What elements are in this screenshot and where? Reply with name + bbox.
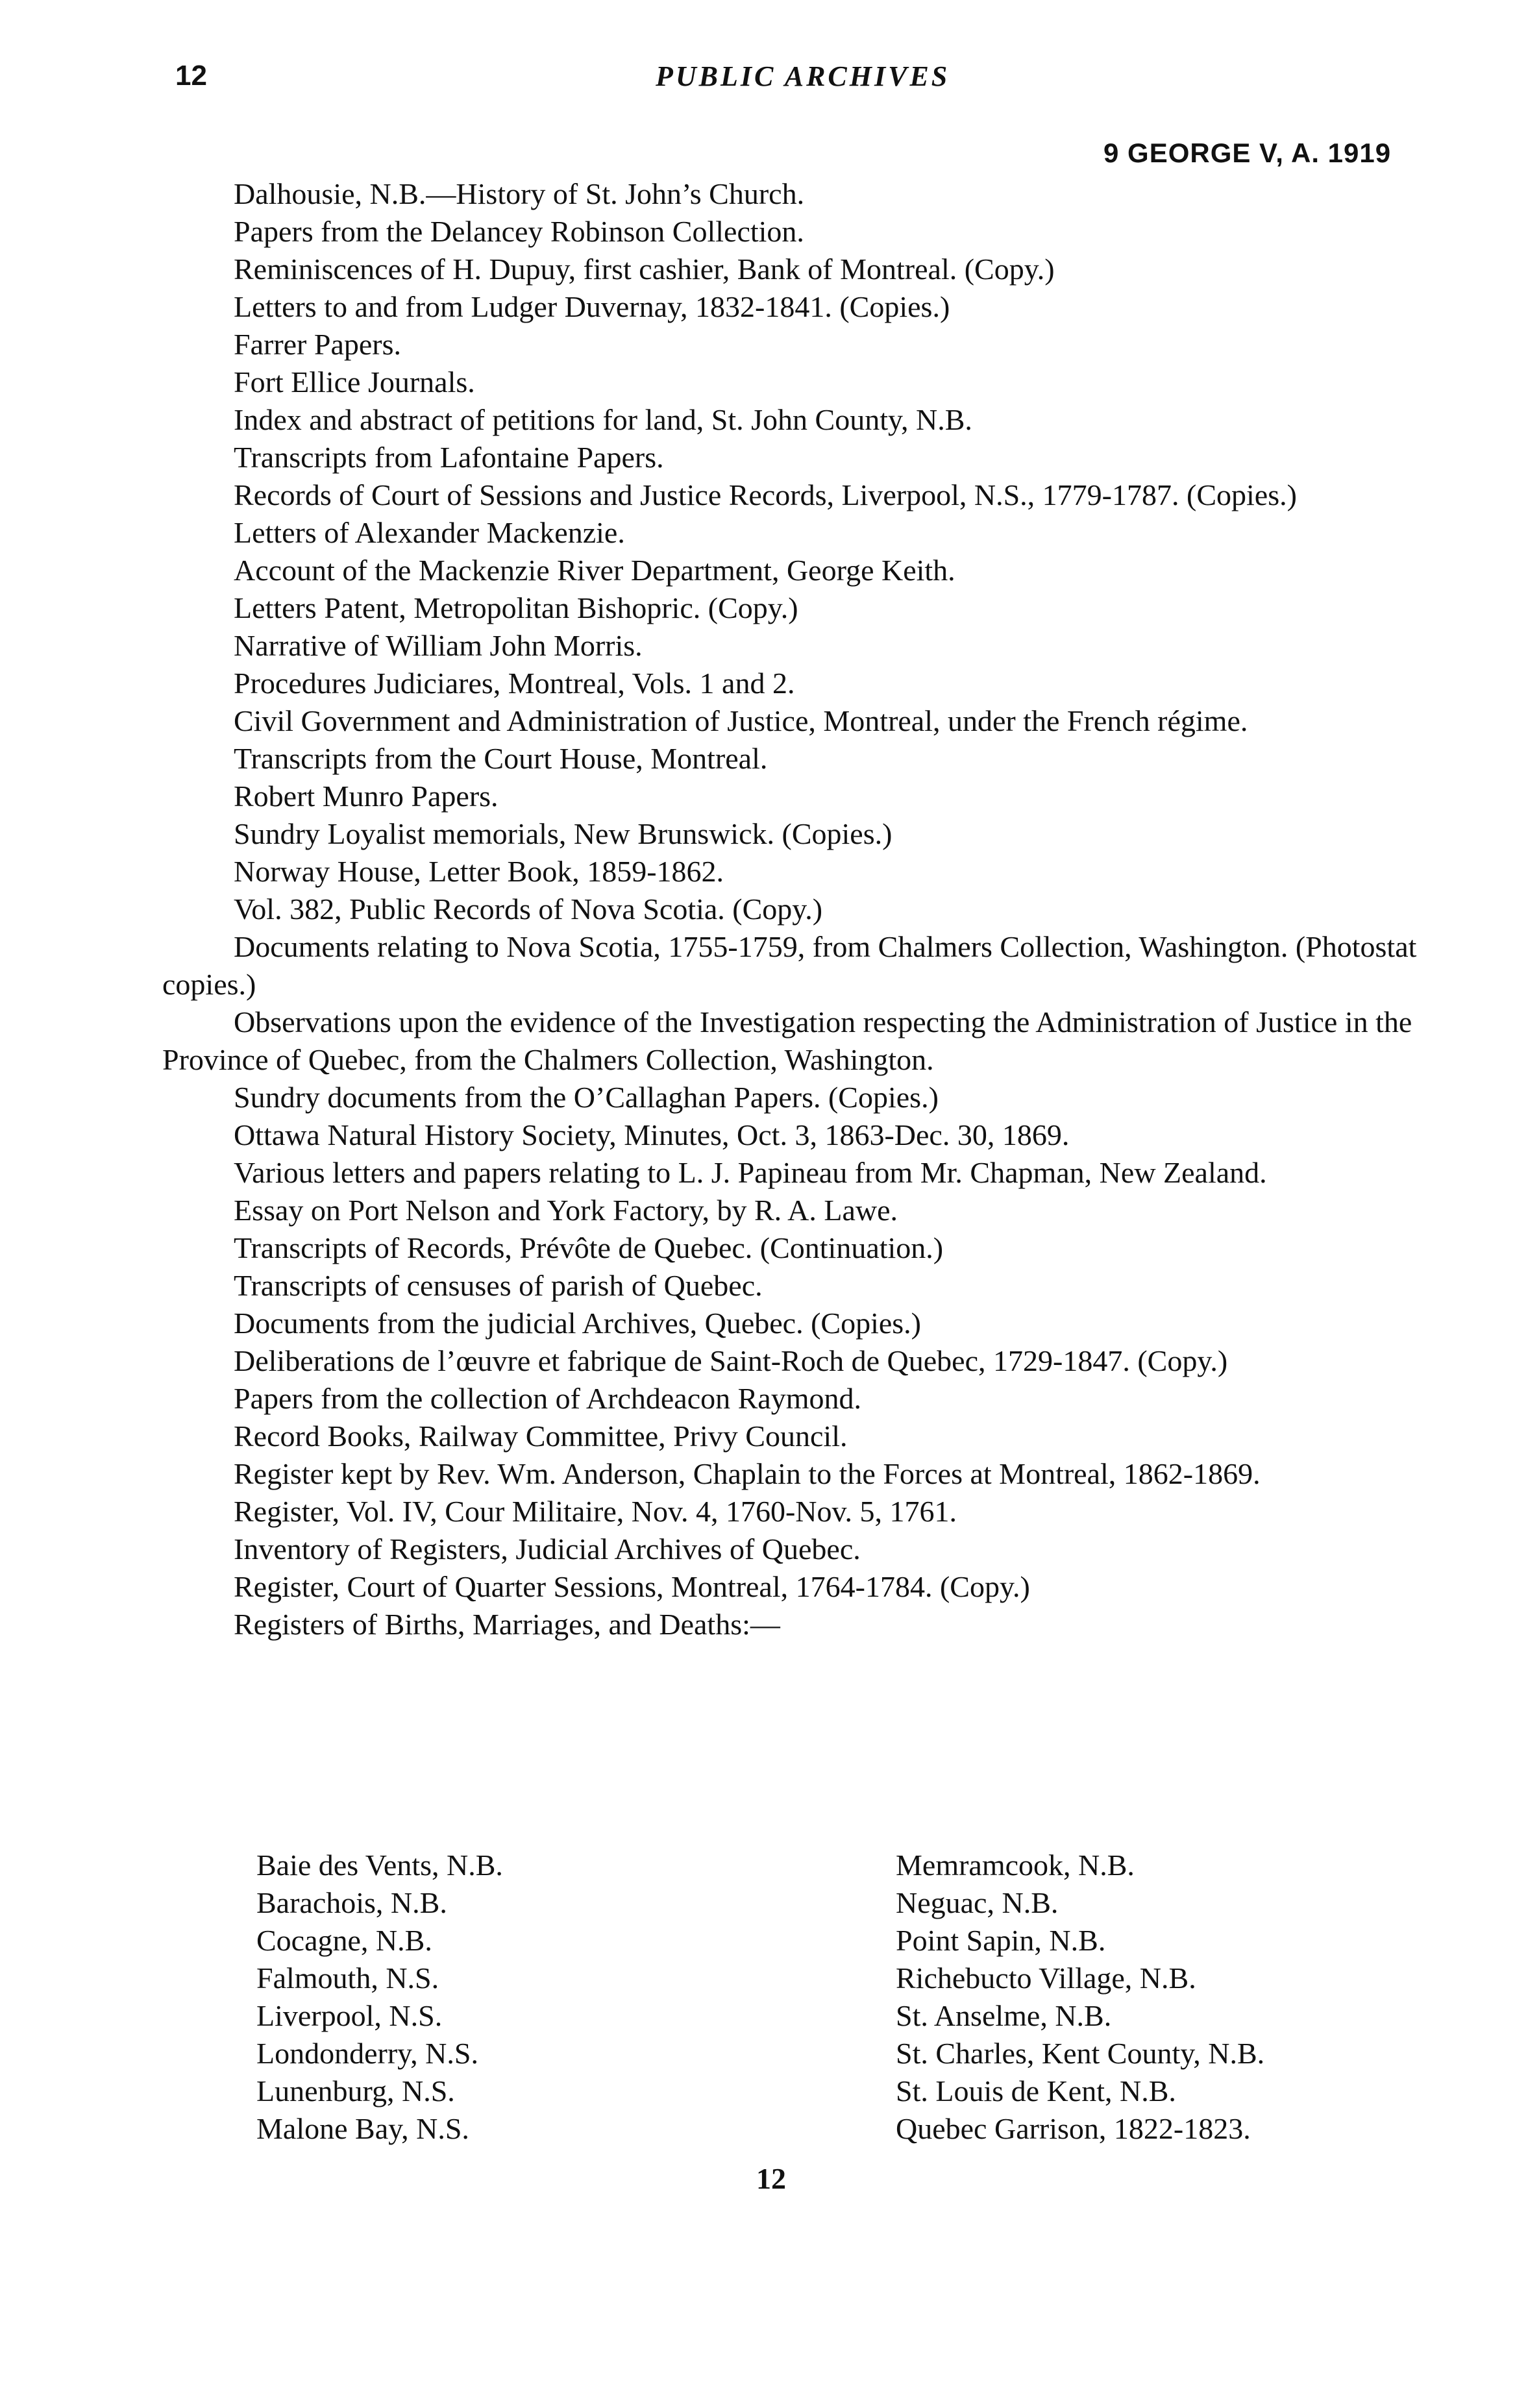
accession-entry: Narrative of William John Morris. [234,629,643,662]
accession-entry: Procedures Judiciares, Montreal, Vols. 1 and 2. [234,667,795,700]
accession-entry: Papers from the Delancey Robinson Collection. [234,215,804,248]
accession-entry: Observations upon the evidence of the Investigation respecting the Administration of Justice in the Province of Quebec, from the Chalmers Collection, Washington. [162,1005,1412,1076]
register-place: Londonderry, N.S. [256,2037,478,2070]
accession-entry: Records of Court of Sessions and Justice Records, Liverpool, N.S., 1779-1787. (Copies.) [234,478,1297,511]
accession-entry: Letters of Alexander Mackenzie. [234,516,625,549]
accession-entry: Transcripts of censuses of parish of Quebec. [234,1269,763,1302]
register-place: Neguac, N.B. [896,1886,1059,1919]
register-place: Liverpool, N.S. [256,1999,443,2032]
register-place: Memramcook, N.B. [896,1849,1135,1882]
accession-entry: Transcripts from the Court House, Montreal. [234,742,768,775]
accession-entry: Transcripts of Records, Prévôte de Quebec. (Continuation.) [234,1231,944,1264]
accession-entry: Norway House, Letter Book, 1859-1862. [234,855,724,888]
running-title: PUBLIC ARCHIVES [656,60,950,92]
accession-entry: Dalhousie, N.B.—History of St. John’s Church. [234,177,805,210]
page-number-top: 12 [175,60,207,92]
registers-list [256,1847,1425,2148]
accession-entry: Letters Patent, Metropolitan Bishopric. (Copy.) [234,591,798,624]
register-place: St. Louis de Kent, N.B. [896,2074,1176,2107]
accession-entry: Transcripts from Lafontaine Papers. [234,441,664,474]
accession-entry: Papers from the collection of Archdeacon Raymond. [234,1382,861,1415]
accession-entry: Vol. 382, Public Records of Nova Scotia. (Copy.) [234,892,823,926]
accession-entry: Index and abstract of petitions for land, St. John County, N.B. [234,403,972,436]
page-number-bottom: 12 [756,2162,786,2195]
accession-entry: Reminiscences of H. Dupuy, first cashier, Bank of Montreal. (Copy.) [234,252,1055,286]
accession-entry: Sundry documents from the O’Callaghan Papers. (Copies.) [234,1081,939,1114]
register-place: Barachois, N.B. [256,1886,447,1919]
register-place: Malone Bay, N.S. [256,2112,469,2145]
accession-entry: Register, Vol. IV, Cour Militaire, Nov. 4, 1760-Nov. 5, 1761. [234,1495,957,1528]
accession-entry: Registers of Births, Marriages, and Deaths:— [234,1608,780,1641]
register-place: Baie des Vents, N.B. [256,1849,503,1882]
register-place: St. Charles, Kent County, N.B. [896,2037,1265,2070]
register-place: Point Sapin, N.B. [896,1924,1106,1957]
register-place: St. Anselme, N.B. [896,1999,1112,2032]
register-place: Cocagne, N.B. [256,1924,432,1957]
accession-entry: Register kept by Rev. Wm. Anderson, Chaplain to the Forces at Montreal, 1862-1869. [234,1457,1261,1490]
accession-entry: Record Books, Railway Committee, Privy Council. [234,1419,848,1453]
register-place: Lunenburg, N.S. [256,2074,455,2107]
accession-entry: Robert Munro Papers. [234,780,499,813]
accessions-list [162,175,1454,1643]
accession-entry: Essay on Port Nelson and York Factory, by R. A. Lawe. [234,1194,898,1227]
accession-entry: Civil Government and Administration of Justice, Montreal, under the French régime. [234,704,1248,737]
accession-entry: Ottawa Natural History Society, Minutes, Oct. 3, 1863-Dec. 30, 1869. [234,1118,1070,1151]
register-place: Quebec Garrison, 1822-1823. [896,2112,1251,2145]
accession-entry: Documents from the judicial Archives, Quebec. (Copies.) [234,1307,921,1340]
accession-entry: Deliberations de l’œuvre et fabrique de Saint-Roch de Quebec, 1729-1847. (Copy.) [234,1344,1228,1377]
accession-entry: Register, Court of Quarter Sessions, Montreal, 1764-1784. (Copy.) [234,1570,1030,1603]
registers-column-right [896,1847,1415,2148]
accession-entry: Fort Ellice Journals. [234,365,475,399]
accession-entry: Sundry Loyalist memorials, New Brunswick. (Copies.) [234,817,893,850]
session-reference: 9 GEORGE V, A. 1919 [1103,138,1392,168]
accession-entry: Inventory of Registers, Judicial Archives of Quebec. [234,1532,861,1566]
accession-entry: Account of the Mackenzie River Department, George Keith. [234,554,955,587]
registers-column-left [256,1847,896,2148]
accession-entry: Farrer Papers. [234,328,402,361]
register-place: Falmouth, N.S. [256,1961,439,1995]
register-place: Richebucto Village, N.B. [896,1961,1196,1995]
accession-entry: Letters to and from Ludger Duvernay, 1832-1841. (Copies.) [234,290,950,323]
accession-entry: Documents relating to Nova Scotia, 1755-1759, from Chalmers Collection, Washington. (Photostat copies.) [162,930,1417,1001]
accession-entry: Various letters and papers relating to L. J. Papineau from Mr. Chapman, New Zealand. [234,1156,1267,1189]
